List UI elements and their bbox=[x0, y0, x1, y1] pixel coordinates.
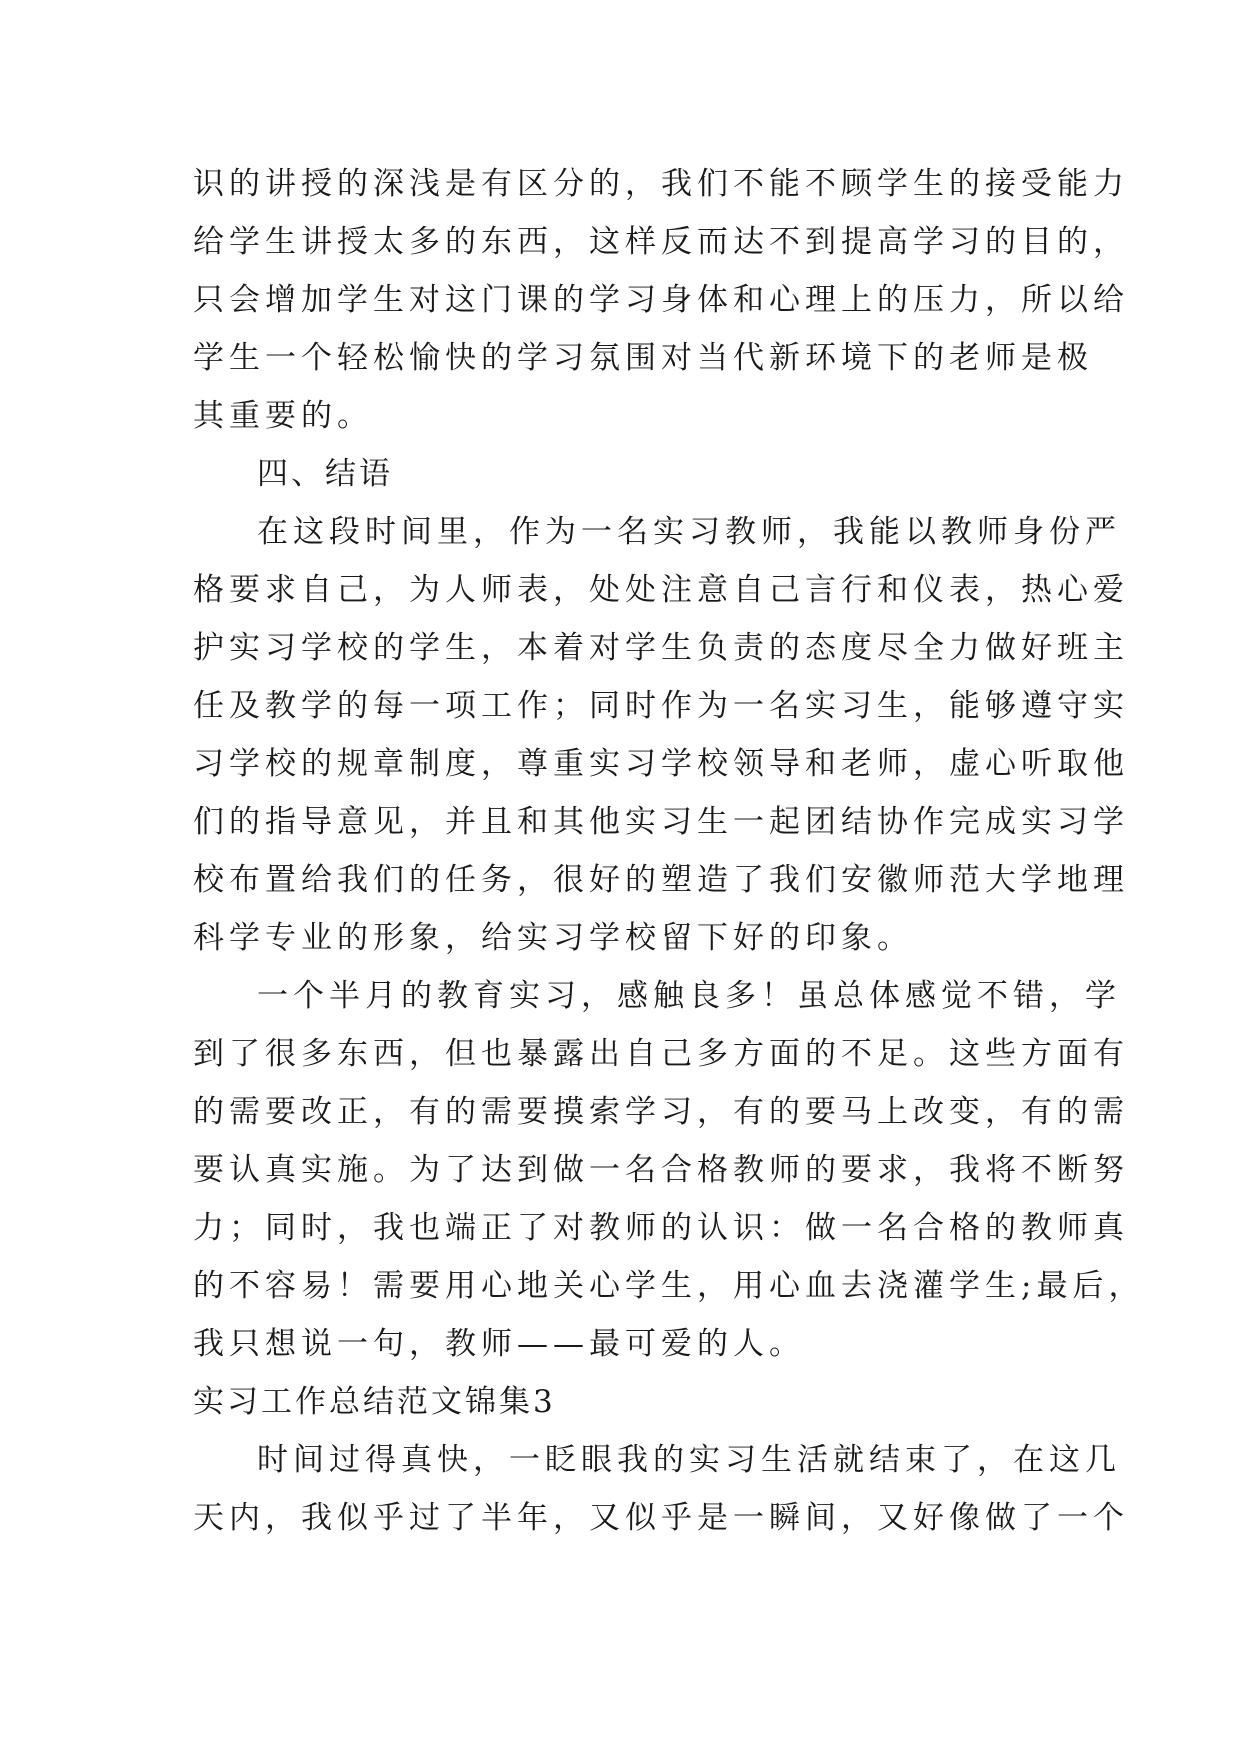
text-line: 的不容易！需要用心地关心学生，用心血去浇灌学生;最后， bbox=[193, 1268, 1145, 1304]
text-line: 时间过得真快，一眨眼我的实习生活就结束了，在这几 bbox=[257, 1442, 1121, 1478]
text-line: 在这段时间里，作为一名实习教师，我能以教师身份严 bbox=[257, 514, 1121, 550]
text-line: 到了很多东西，但也暴露出自己多方面的不足。这些方面有 bbox=[193, 1036, 1129, 1072]
text-line: 给学生讲授太多的东西，这样反而达不到提高学习的目的， bbox=[193, 224, 1129, 260]
text-line: 任及教学的每一项工作；同时作为一名实习生，能够遵守实 bbox=[193, 688, 1129, 724]
text-line: 护实习学校的学生，本着对学生负责的态度尽全力做好班主 bbox=[193, 630, 1129, 666]
section-heading: 四、结语 bbox=[257, 456, 393, 492]
text-line: 要认真实施。为了达到做一名合格教师的要求，我将不断努 bbox=[193, 1152, 1129, 1188]
text-line: 们的指导意见，并且和其他实习生一起团结协作完成实习学 bbox=[193, 804, 1129, 840]
text-line: 识的讲授的深浅是有区分的，我们不能不顾学生的接受能力 bbox=[193, 166, 1129, 202]
paragraph bbox=[193, 967, 1145, 1373]
paragraph bbox=[193, 1431, 1129, 1547]
text-line: 其重要的。 bbox=[193, 398, 373, 434]
paragraph bbox=[193, 503, 1129, 967]
document-body bbox=[193, 155, 1145, 1547]
text-line: 一个半月的教育实习，感触良多！虽总体感觉不错，学 bbox=[257, 978, 1121, 1014]
paragraph bbox=[193, 155, 1129, 445]
text-line: 的需要改正，有的需要摸索学习，有的要马上改变，有的需 bbox=[193, 1094, 1129, 1130]
text-line: 学生一个轻松愉快的学习氛围对当代新环境下的老师是极 bbox=[193, 340, 1093, 376]
text-line: 科学专业的形象，给实习学校留下好的印象。 bbox=[193, 920, 913, 956]
text-line: 格要求自己，为人师表，处处注意自己言行和仪表，热心爱 bbox=[193, 572, 1129, 608]
text-line: 习学校的规章制度，尊重实习学校领导和老师，虚心听取他 bbox=[193, 746, 1129, 782]
text-line: 只会增加学生对这门课的学习身体和心理上的压力，所以给 bbox=[193, 282, 1129, 318]
text-line: 天内，我似乎过了半年，又似乎是一瞬间，又好像做了一个 bbox=[193, 1500, 1129, 1536]
text-line: 校布置给我们的任务，很好的塑造了我们安徽师范大学地理 bbox=[193, 862, 1129, 898]
article-title: 实习工作总结范文锦集3 bbox=[193, 1384, 556, 1420]
text-line: 力；同时，我也端正了对教师的认识：做一名合格的教师真 bbox=[193, 1210, 1129, 1246]
text-line: 我只想说一句，教师——最可爱的人。 bbox=[193, 1326, 805, 1362]
